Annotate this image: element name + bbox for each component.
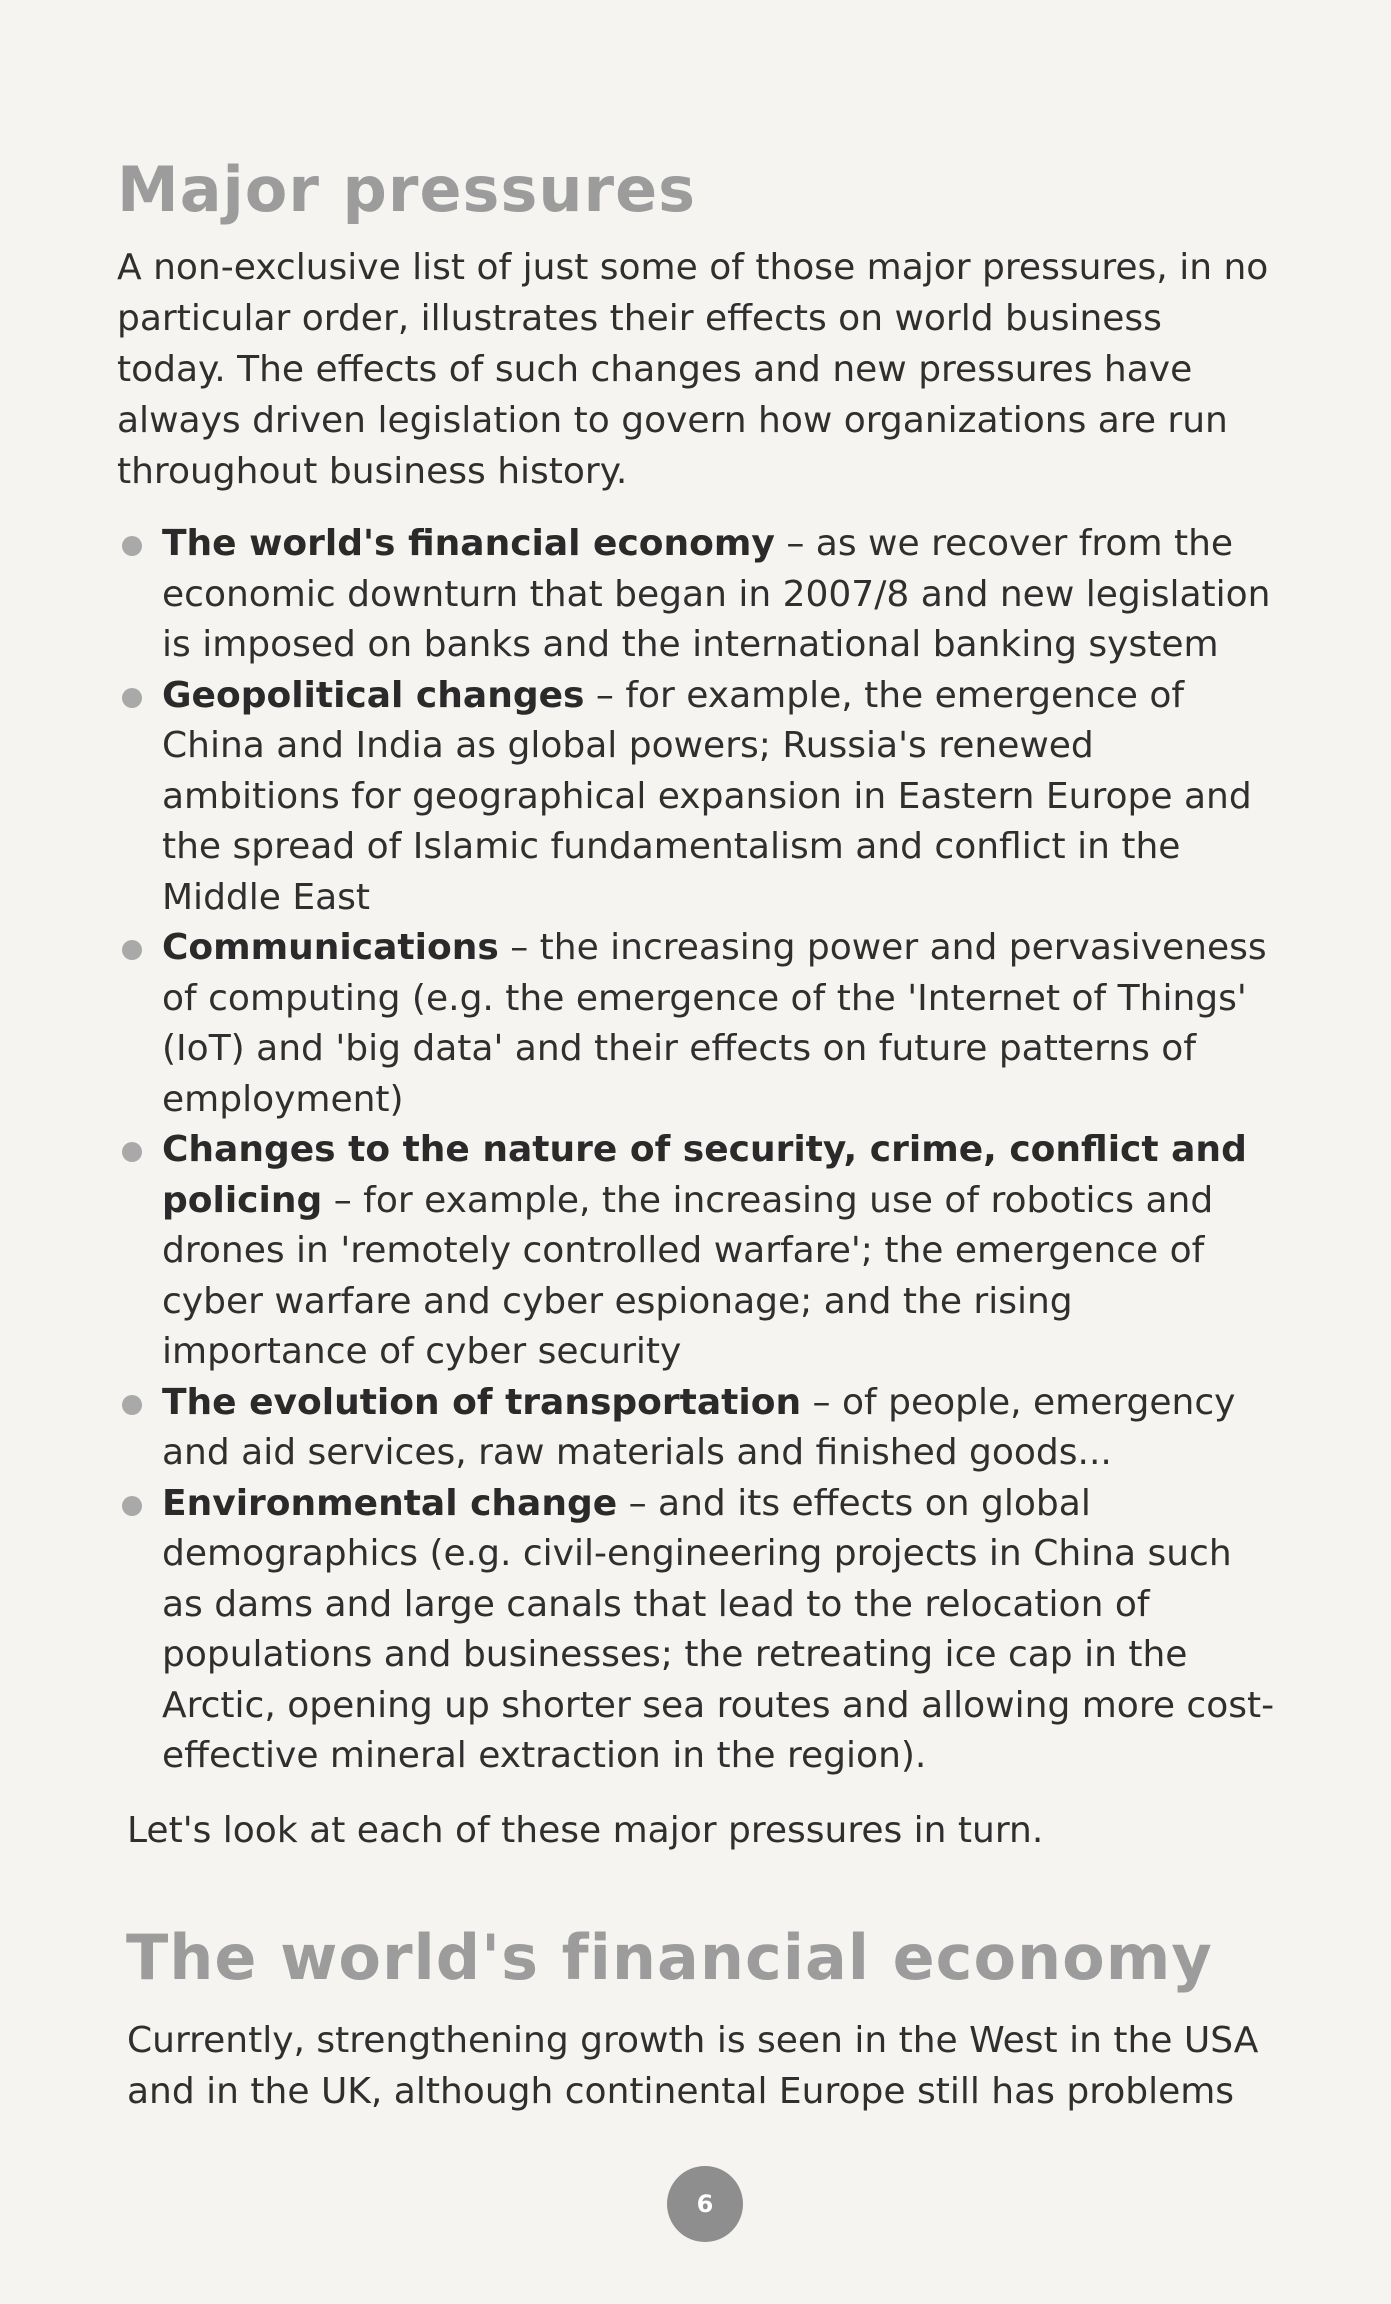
bullet-icon <box>122 1142 142 1162</box>
bullet-title: Environmental change <box>162 1482 618 1524</box>
bullet-text: – as we recover from the economic downturn that began in 2007/8 and new legislation is imposed on banks and the international banking system <box>162 523 1271 665</box>
bullet-title: Communications <box>162 927 499 968</box>
bullet-text: – and its effects on global demographics (e.g. civil-engineering projects in China such as dams and large canals that lead to the relocation of populations and businesses; the retreating ice cap in the Arctic, opening up shorter sea routes and allowing more cost-effective mineral extraction in the region). <box>162 1482 1275 1776</box>
page-number-badge: 6 <box>667 2166 743 2242</box>
financial-economy-paragraph: Currently, strengthening growth is seen in the West in the USA and in the UK, although continental Europe still has problems <box>127 2020 1259 2112</box>
list-item <box>118 519 1278 671</box>
list-item <box>118 1125 1278 1378</box>
bullet-icon <box>122 536 142 556</box>
bullet-icon <box>122 1496 142 1516</box>
intro-paragraph: A non-exclusive list of just some of those major pressures, in no particular order, illustrates their effects on world business today. The effects of such changes and new pressures have always driven legislation to govern how organizations are run throughout business history. <box>117 247 1269 492</box>
section-heading-major-pressures: Major pressures <box>117 153 697 226</box>
bullet-text: – of people, emergency and aid services, raw materials and finished goods... <box>162 1381 1236 1473</box>
list-item <box>118 671 1278 924</box>
bullet-icon <box>122 940 142 960</box>
bullet-text: – the increasing power and pervasiveness of computing (e.g. the emergence of the 'Internet of Things' (IoT) and 'big data' and their effects on future patterns of employment) <box>162 927 1267 1120</box>
section-heading-financial-economy: The world's financial economy <box>126 1921 1213 1994</box>
bullet-text: – for example, the increasing use of robotics and drones in 'remotely controlled warfare'; the emergence of cyber warfare and cyber espionage; and the rising importance of cyber security <box>162 1179 1214 1372</box>
bullet-title: The evolution of transportation <box>162 1381 802 1423</box>
list-item <box>118 1378 1278 1479</box>
bullet-text: – for example, the emergence of China and India as global powers; Russia's renewed ambitions for geographical expansion in Eastern Europe and the spread of Islamic fundamentalism and conflict in the Middle East <box>162 674 1252 918</box>
bullet-icon <box>122 688 142 708</box>
bullet-title: The world's financial economy <box>162 523 775 564</box>
pressures-list <box>118 519 1278 1782</box>
bullet-title: Geopolitical changes <box>162 674 585 716</box>
bullet-icon <box>122 1395 142 1415</box>
list-item <box>118 923 1278 1125</box>
closing-paragraph: Let's look at each of these major pressures in turn. <box>127 1810 1044 1851</box>
bullet-title: Changes to the nature of security, crime, conflict and policing <box>162 1129 1247 1221</box>
list-item <box>118 1479 1278 1782</box>
